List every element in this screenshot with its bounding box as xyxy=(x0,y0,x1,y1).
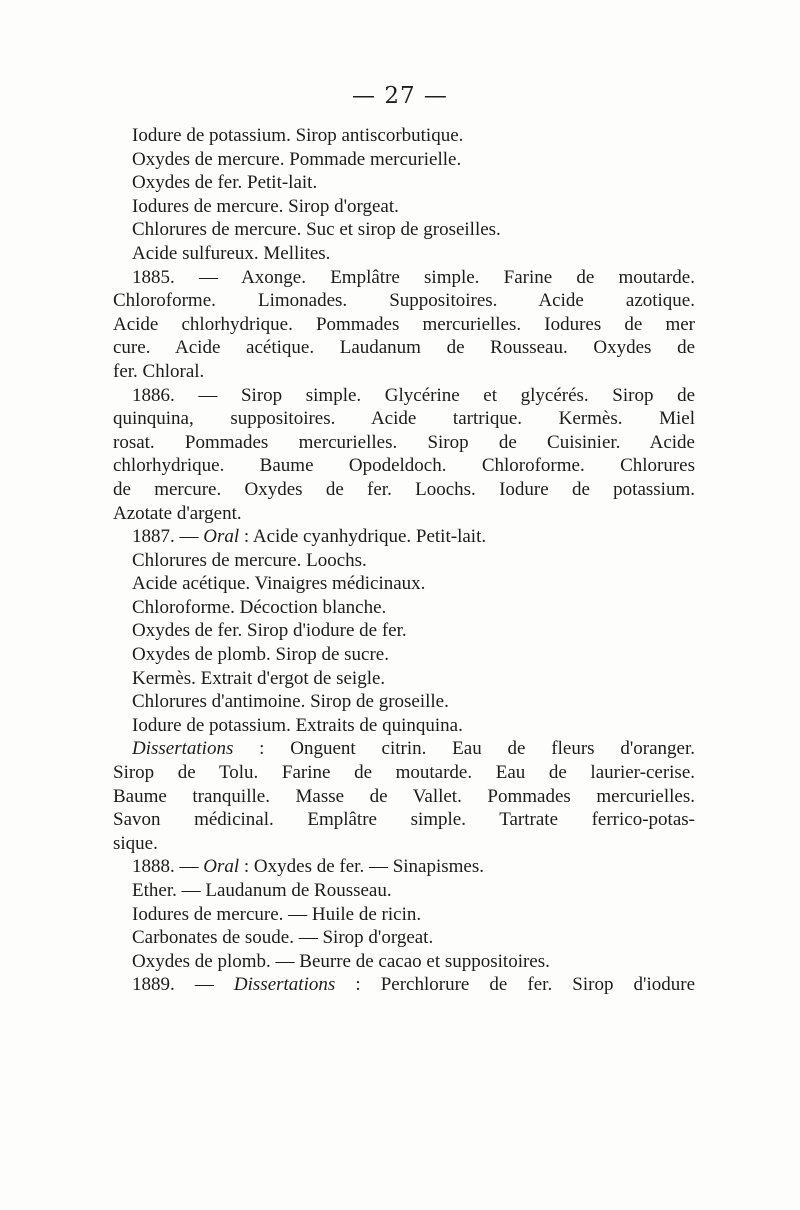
text-line: Ether. — Laudanum de Rousseau. xyxy=(132,880,392,901)
text-line: Iodures de mercure. Sirop d'orgeat. xyxy=(132,195,399,217)
text-line: Oxydes de plomb. Sirop de sucre. xyxy=(132,644,389,666)
text-line: Chlorures de mercure. Suc et sirop de groseilles. xyxy=(132,219,501,241)
page-number: — 27 — xyxy=(352,83,448,109)
text-line: fer. Chloral. xyxy=(113,360,205,382)
text-line: Acide sulfureux. Mellites. xyxy=(132,242,331,264)
text-line: Chloroforme. Limonades. Suppositoires. Acide azotique. xyxy=(113,290,695,312)
text-line: chlorhydrique. Baume Opodeldoch. Chloroforme. Chlorures xyxy=(113,455,695,477)
text-line: Chlorures de mercure. Loochs. xyxy=(132,549,367,571)
text-line: 1886. — Sirop simple. Glycérine et glycérés. Sirop de xyxy=(132,384,695,406)
text-line: Azotate d'argent. xyxy=(113,502,242,524)
text-line: quinquina, suppositoires. Acide tartrique. Kermès. Miel xyxy=(113,408,695,430)
line-content: : Acide cyanhydrique. Petit-lait. xyxy=(239,526,487,548)
text-line xyxy=(113,855,695,879)
text-line: Oxydes de plomb. — Beurre de cacao et suppositoires. xyxy=(132,950,550,972)
text-line: Acide acétique. Vinaigres médicinaux. xyxy=(132,573,426,595)
text-line: Iodure de potassium. Extraits de quinquina. xyxy=(132,714,463,736)
text-line xyxy=(113,973,695,997)
text-line: de mercure. Oxydes de fer. Loochs. Iodure de potassium. xyxy=(113,478,695,500)
text-line: Oxydes de mercure. Pommade mercurielle. xyxy=(132,148,462,170)
text-line: Chlorures d'antimoine. Sirop de groseille. xyxy=(132,691,449,713)
text-line: Kermès. Extrait d'ergot de seigle. xyxy=(132,667,386,689)
section-label: Dissertations xyxy=(233,974,336,996)
text-line xyxy=(113,525,695,549)
body-text xyxy=(113,124,695,997)
text-line: Sirop de Tolu. Farine de moutarde. Eau de laurier-cerise. xyxy=(113,762,695,784)
text-line: Acide chlorhydrique. Pommades mercurielles. Iodures de mer xyxy=(113,313,695,335)
text-line: Iodure de potassium. Sirop antiscorbutique. xyxy=(132,125,464,146)
text-line: Baume tranquille. Masse de Vallet. Pommades mercurielles. xyxy=(113,785,695,807)
text-line: Oxydes de fer. Petit-lait. xyxy=(132,172,318,194)
line-content: : Oxydes de fer. — Sinapismes. xyxy=(239,856,485,878)
line-content: : Perchlorure de fer. Sirop d'iodure xyxy=(335,974,695,996)
section-label: Oral xyxy=(203,856,240,878)
line-content: : Onguent citrin. Eau de fleurs d'oranger. xyxy=(233,738,695,760)
text-line: Chloroforme. Décoction blanche. xyxy=(132,596,387,618)
text-line xyxy=(113,737,695,761)
text-line: sique. xyxy=(113,832,158,854)
section-label: Oral xyxy=(203,526,240,548)
text-line: Savon médicinal. Emplâtre simple. Tartrate ferrico-potas- xyxy=(113,809,695,831)
text-line: Oxydes de fer. Sirop d'iodure de fer. xyxy=(132,620,407,642)
text-line: Carbonates de soude. — Sirop d'orgeat. xyxy=(132,927,434,949)
year-label: 1889. — xyxy=(132,974,234,996)
text-line: rosat. Pommades mercurielles. Sirop de Cuisinier. Acide xyxy=(113,431,695,453)
text-line: Iodures de mercure. — Huile de ricin. xyxy=(132,903,422,925)
year-label: 1888. — xyxy=(132,856,204,878)
text-line: cure. Acide acétique. Laudanum de Rousseau. Oxydes de xyxy=(113,337,695,359)
text-line: 1885. — Axonge. Emplâtre simple. Farine de moutarde. xyxy=(132,266,695,288)
year-label: 1887. — xyxy=(132,526,204,548)
section-label: Dissertations xyxy=(132,738,234,760)
